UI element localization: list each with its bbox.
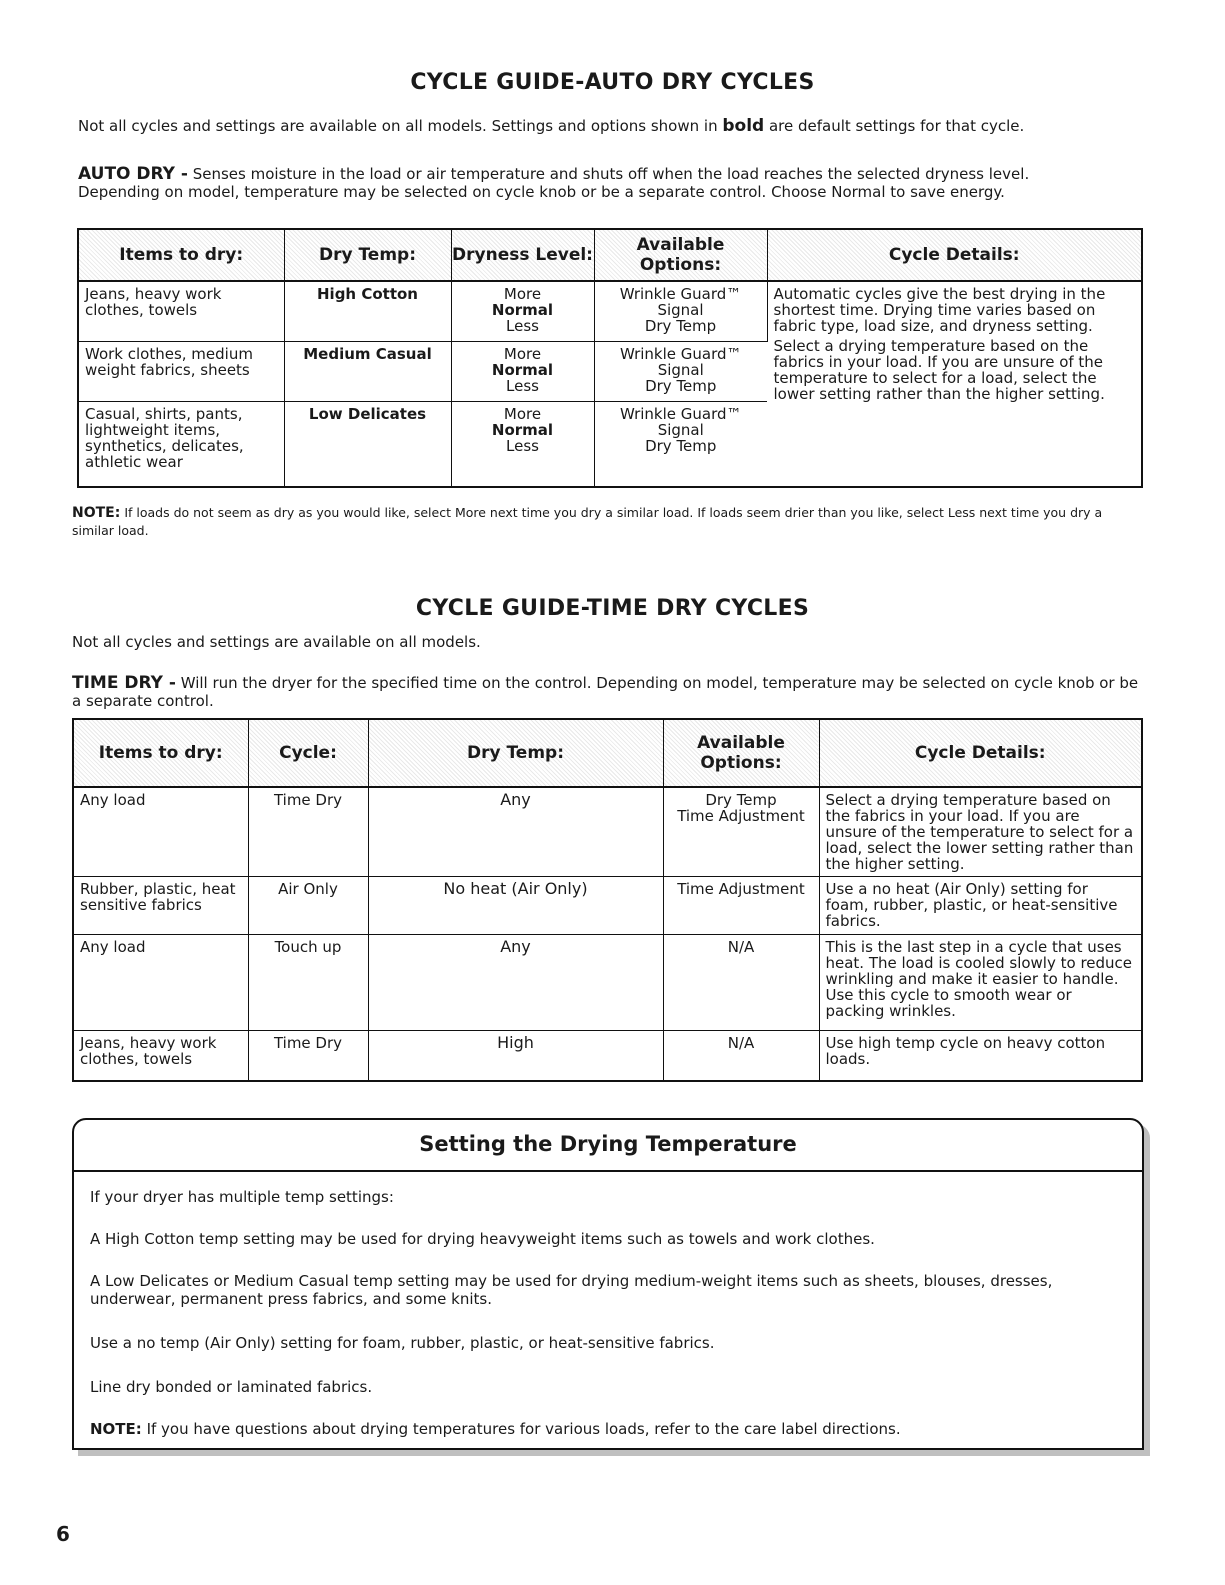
auto-row1-options	[594, 281, 767, 341]
time-row2-cycle: Air Only	[248, 877, 368, 935]
time-row4-temp: High	[368, 1031, 663, 1081]
temp-paragraph-2: A High Cotton temp setting may be used for drying heavyweight items such as towels and work clothes.	[90, 1230, 875, 1248]
time-header-details: Cycle Details:	[819, 719, 1142, 787]
auto-row3-options	[594, 401, 767, 487]
auto-row2-items: Work clothes, medium weight fabrics, sheets	[78, 341, 284, 401]
time-row2-items: Rubber, plastic, heat sensitive fabrics	[73, 877, 248, 935]
option-dry-temp: Dry Temp	[645, 376, 717, 395]
time-row4-details: Use high temp cycle on heavy cotton loads.	[825, 1034, 1106, 1068]
time-row1-temp: Any	[368, 787, 663, 877]
auto-detail-1: Automatic cycles give the best drying in the shortest time. Drying time varies based on fabric type, load size, and dryness setting.	[773, 285, 1106, 335]
auto-intro-post: are default settings for that cycle.	[764, 117, 1025, 135]
option-dry-temp: Dry Temp	[644, 317, 717, 335]
time-header-cycle: Cycle:	[248, 719, 368, 787]
auto-header-items: Items to dry:	[78, 229, 284, 281]
auto-dry-desc-line1: Senses moisture in the load or air temperature and shuts off when the load reaches the selected dryness level.	[187, 165, 1030, 183]
auto-row1-items: Jeans, heavy work clothes, towels	[78, 281, 284, 341]
temp-note	[90, 1420, 1120, 1438]
auto-row1-temp: High Cotton	[284, 281, 451, 341]
auto-row2-levels	[451, 341, 594, 401]
time-dry-description	[72, 674, 1142, 710]
option-time-adjustment: Time Adjustment	[677, 807, 805, 825]
level-normal: Normal	[491, 301, 554, 319]
auto-dry-description	[78, 165, 1158, 201]
option-signal: Signal	[657, 360, 704, 379]
time-row3-items: Any load	[73, 935, 248, 1031]
time-row3-options: N/A	[663, 935, 819, 1031]
auto-note-text: If loads do not seem as dry as you would like, select More next time you dry a similar load. If loads seem drier than you like, select Less next time you dry a similar load.	[72, 505, 1103, 538]
option-wrinkle-guard: Wrinkle Guard™	[619, 344, 742, 363]
auto-cycle-details	[767, 281, 1142, 487]
option-dry-temp: Dry Temp	[645, 436, 717, 455]
time-row2-temp: No heat (Air Only)	[368, 877, 663, 935]
auto-row1-levels	[451, 281, 594, 341]
time-row1-options	[663, 787, 819, 877]
level-normal: Normal	[491, 360, 554, 379]
level-less: Less	[506, 436, 539, 455]
table-row	[73, 1031, 1142, 1081]
time-header-temp: Dry Temp:	[368, 719, 663, 787]
level-more: More	[503, 285, 542, 303]
auto-header-level: Dryness Level:	[451, 229, 594, 281]
page-number: 6	[56, 1522, 70, 1546]
table-row	[73, 787, 1142, 877]
time-row4-cycle: Time Dry	[248, 1031, 368, 1081]
option-signal: Signal	[657, 420, 704, 439]
level-normal: Normal	[491, 420, 554, 439]
time-header-options: Available Options:	[663, 719, 819, 787]
auto-dry-intro	[78, 117, 1158, 135]
temp-paragraph-1: If your dryer has multiple temp settings:	[90, 1188, 394, 1206]
auto-row3-items: Casual, shirts, pants, lightweight items, synthetics, delicates, athletic wear	[78, 401, 284, 487]
temp-paragraph-3: A Low Delicates or Medium Casual temp setting may be used for drying medium-weight items such as sheets, blouses, dresses, underwear, permanent press fabrics, and some knits.	[90, 1272, 1053, 1308]
temp-note-label: NOTE:	[90, 1420, 142, 1438]
time-dry-desc-text: Will run the dryer for the specified time on the control. Depending on model, temperature may be selected on cycle knob or be a separate control.	[72, 674, 1139, 710]
auto-intro-pre: Not all cycles and settings are available on all models. Settings and options shown in	[78, 117, 723, 135]
temp-paragraph-4: Use a no temp (Air Only) setting for foam, rubber, plastic, or heat-sensitive fabrics.	[90, 1334, 715, 1352]
auto-row2-options	[594, 341, 767, 401]
time-row4-items: Jeans, heavy work clothes, towels	[73, 1031, 248, 1081]
time-row4-options: N/A	[663, 1031, 819, 1081]
auto-row2-temp: Medium Casual	[284, 341, 451, 401]
time-dry-title: CYCLE GUIDE-TIME DRY CYCLES	[415, 596, 810, 621]
option-wrinkle-guard: Wrinkle Guard™	[619, 404, 742, 423]
time-dry-label: TIME DRY -	[72, 673, 176, 693]
time-row1-cycle: Time Dry	[248, 787, 368, 877]
auto-dry-desc-line2: Depending on model, temperature may be selected on cycle knob or be a separate control. Choose Normal to save energy.	[78, 183, 1005, 201]
table-row	[78, 281, 1142, 341]
drying-temperature-box	[72, 1118, 1144, 1450]
option-signal: Signal	[657, 301, 704, 319]
time-row3-details: This is the last step in a cycle that uses heat. The load is cooled slowly to reduce wrinkling and make it easier to handle. Use this cycle to smooth wear or packing wrinkles.	[819, 935, 1142, 1031]
auto-dry-note	[72, 504, 1132, 540]
level-more: More	[503, 344, 542, 363]
auto-detail-2: Select a drying temperature based on the fabrics in your load. If you are unsure of the temperature to select for a load, select the lower setting rather than the higher setting.	[773, 337, 1105, 403]
drying-temperature-title: Setting the Drying Temperature	[419, 1132, 797, 1156]
auto-row3-levels	[451, 401, 594, 487]
level-less: Less	[506, 376, 539, 395]
time-header-items: Items to dry:	[73, 719, 248, 787]
auto-dry-title: CYCLE GUIDE-AUTO DRY CYCLES	[410, 70, 815, 95]
auto-note-label: NOTE:	[72, 505, 121, 521]
temp-note-text: If you have questions about drying temperatures for various loads, refer to the care label directions.	[141, 1420, 901, 1438]
level-more: More	[503, 404, 542, 423]
auto-intro-bold: bold	[722, 116, 765, 136]
level-less: Less	[506, 317, 539, 335]
time-row2-options: Time Adjustment	[663, 877, 819, 935]
option-wrinkle-guard: Wrinkle Guard™	[619, 285, 742, 303]
auto-header-row	[78, 229, 1142, 281]
auto-header-options: Available Options:	[594, 229, 767, 281]
auto-row3-temp: Low Delicates	[284, 401, 451, 487]
time-row2-details: Use a no heat (Air Only) setting for foam, rubber, plastic, or heat-sensitive fabrics.	[819, 877, 1142, 935]
auto-dry-table	[77, 228, 1143, 488]
table-row	[73, 877, 1142, 935]
auto-header-details: Cycle Details:	[767, 229, 1142, 281]
auto-dry-label: AUTO DRY -	[78, 164, 188, 184]
time-row1-items: Any load	[73, 787, 248, 877]
option-dry-temp: Dry Temp	[705, 791, 777, 809]
title-divider	[74, 1170, 1142, 1172]
time-dry-table	[72, 718, 1143, 1082]
time-dry-intro: Not all cycles and settings are available on all models.	[72, 633, 481, 651]
time-row3-cycle: Touch up	[248, 935, 368, 1031]
auto-header-temp: Dry Temp:	[284, 229, 451, 281]
time-header-row	[73, 719, 1142, 787]
table-row	[73, 935, 1142, 1031]
temp-paragraph-5: Line dry bonded or laminated fabrics.	[90, 1378, 373, 1396]
time-row3-temp: Any	[368, 935, 663, 1031]
time-row1-details: Select a drying temperature based on the fabrics in your load. If you are unsure of the temperature to select for a load, select the lower setting rather than the higher setting.	[819, 787, 1142, 877]
